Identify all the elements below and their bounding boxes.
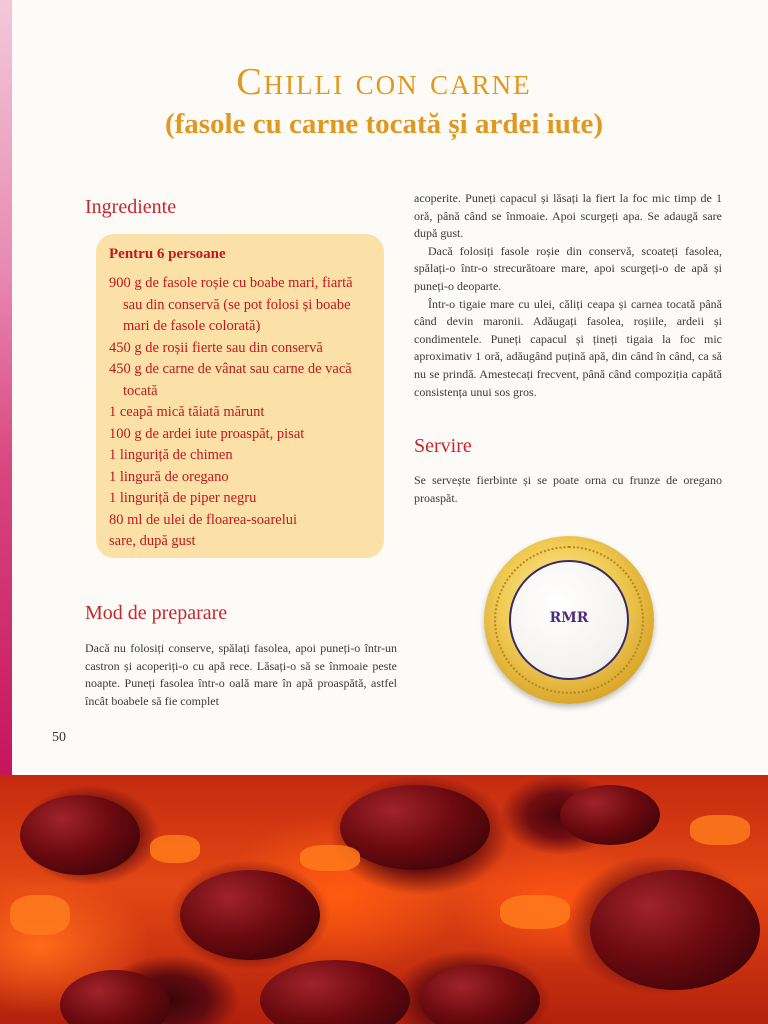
ingredient-item: 450 g de carne de vânat sau carne de vacă tocată [109,361,352,399]
preparation-paragraph: Dacă nu folosiți conserve, spălați fasolea, apoi puneți-o într-un castron și acoperiți-o cu apă rece. Lăsați-o să se înmoaie peste noapte. Puneți fasolea într-o oală mare în apă proaspătă, astfel încât boabele să fie complet [85,641,397,708]
bean-shape [560,785,660,845]
bean-shape [180,870,320,960]
serving-size: Pentru 6 persoane [109,246,226,262]
ingredients-heading: Ingrediente [85,196,177,218]
serving-text [414,472,722,507]
decorative-plate [484,536,654,704]
food-photo-chilli [0,775,768,1024]
ingredient-item: 80 ml de ulei de floarea-soarelui [109,511,298,528]
meat-fleck [500,895,570,929]
serving-heading: Servire [414,435,472,457]
ingredient-item: 900 g de fasole roșie cu boabe mari, fiartă sau din conservă (se pot folosi și boabe mari de fasole colorată) [109,275,353,334]
ingredient-item: 1 ceapă mică tăiată mărunt [109,404,265,420]
meat-fleck [690,815,750,845]
bean-shape [60,970,170,1024]
ingredient-item: 1 lingură de oregano [109,468,229,485]
ingredient-item: 1 linguriță de chimen [109,447,233,463]
recipe-subtitle: (fasole cu carne tocată și ardei iute) [164,108,604,140]
ingredient-item: 100 g de ardei iute proaspăt, pisat [109,425,305,442]
meat-fleck [150,835,200,863]
page-number: 50 [52,730,66,745]
bean-shape [260,960,410,1024]
ingredient-item: 1 linguriță de piper negru [109,490,257,506]
preparation-paragraph: acoperite. Puneți capacul și lăsați la fiert la foc mic timp de 1 oră, până când se înmoaie. Apoi scurgeți apa. Se adaugă sare după gust. [414,191,722,241]
preparation-paragraph: Dacă folosiți fasole roșie din conservă, scoateți fasolea, spălați-o într-o strecurătoare mare, apoi scurgeți-o de apă și puneți-o deoparte. [414,243,722,293]
ingredient-item: sare, după gust [109,533,196,549]
meat-fleck [10,895,70,935]
recipe-title: Chilli con carne [236,61,532,103]
bean-shape [20,795,140,875]
meat-fleck [300,845,360,871]
ingredient-item: 450 g de roșii fierte sau din conservă [109,339,323,356]
preparation-heading: Mod de preparare [85,602,228,624]
bean-shape [340,785,490,870]
serving-paragraph: Se servește fierbinte și se poate orna cu frunze de oregano proaspăt. [414,473,722,505]
ingredients-list [109,273,374,553]
bean-shape [420,965,540,1024]
preparation-paragraph: Într-o tigaie mare cu ulei, căliți ceapa și carnea tocată până când devin maronii. Adăugați fasolea, roșiile, ardeii și condimentele. Puneți capacul și țineți tigaia la foc mic aproximativ 1 oră, adăugând puțină apă, din când în când, ca să nu se prindă. Amestecați frecvent, până când compoziția capătă consistența unui sos gros. [414,296,722,399]
preparation-text-right [414,190,722,401]
bean-shape [590,870,760,990]
ingredients-box [96,234,384,558]
plate-monogram: RMR [549,610,589,626]
plate-center [509,560,629,680]
preparation-text-left [85,640,397,710]
